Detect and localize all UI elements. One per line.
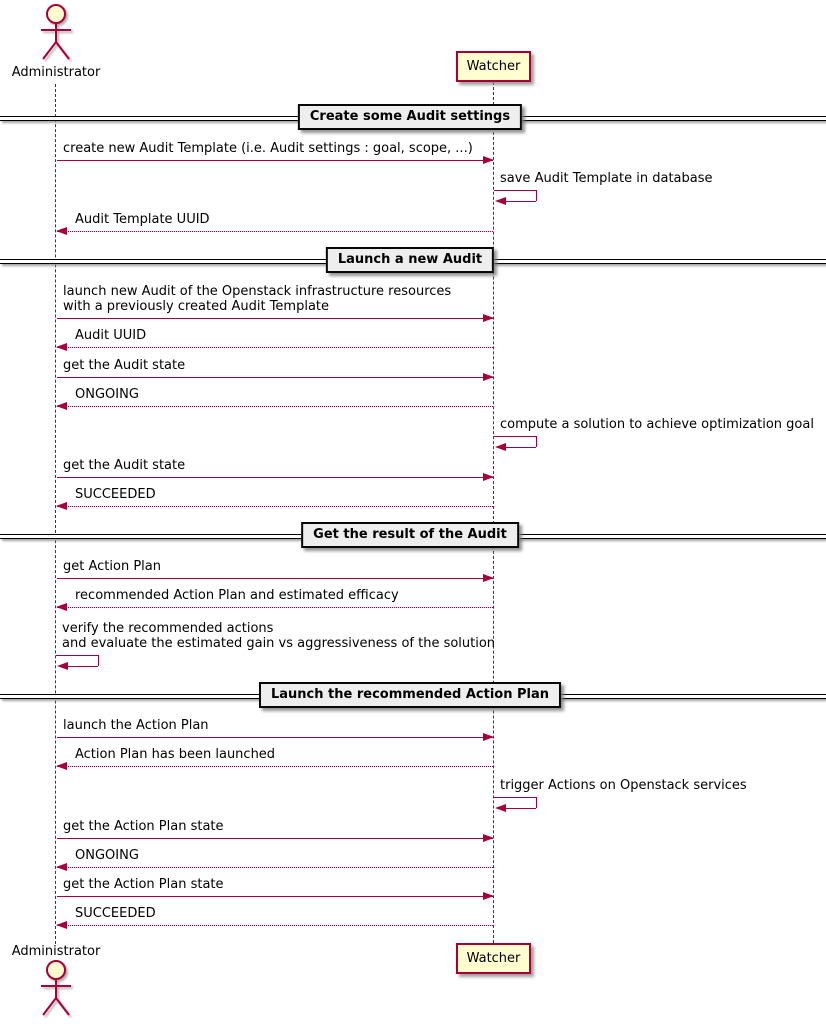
participant-watcher-bottom — [456, 943, 531, 974]
participant-watcher-label: Watcher — [466, 951, 521, 966]
actor-administrator-bottom — [1, 944, 111, 1021]
message-label: launch new Audit of the Openstack infrastructure resources with a previously created Audit Template — [63, 284, 452, 314]
message-label: trigger Actions on Openstack services — [500, 778, 747, 793]
message-line — [57, 506, 493, 507]
message-label: recommended Action Plan and estimated efficacy — [75, 588, 399, 603]
actor-icon — [33, 959, 79, 1021]
message-label: ONGOING — [75, 387, 139, 402]
arrowhead-left-icon — [56, 921, 67, 929]
lifeline-administrator — [55, 84, 56, 944]
self-message-bottom-line — [505, 808, 536, 809]
message-label: get Action Plan — [63, 559, 161, 574]
message-label: get the Audit state — [63, 358, 186, 373]
message-label: get the Audit state — [63, 458, 186, 473]
message-line — [57, 838, 493, 839]
message-label: ONGOING — [75, 848, 139, 863]
message-label: compute a solution to achieve optimization goal — [500, 417, 814, 432]
arrowhead-right-icon — [483, 373, 494, 381]
message-line — [57, 377, 493, 378]
self-message-bottom-line — [505, 447, 536, 448]
message-label: verify the recommended actions and evaluate the estimated gain vs aggressiveness of the solution — [62, 621, 496, 651]
arrowhead-left-icon — [56, 863, 67, 871]
message-line — [57, 318, 493, 319]
message-line — [57, 477, 493, 478]
self-message-bottom-line — [67, 666, 98, 667]
arrowhead-left-icon — [56, 502, 67, 510]
arrowhead-right-icon — [483, 733, 494, 741]
self-message-top-line — [56, 655, 98, 656]
arrowhead-right-icon — [483, 834, 494, 842]
arrowhead-left-icon — [495, 197, 506, 205]
arrowhead-left-icon — [495, 804, 506, 812]
message-line — [57, 406, 493, 407]
participant-watcher-top — [456, 51, 531, 82]
message-label: SUCCEEDED — [75, 487, 156, 502]
message-line — [57, 347, 493, 348]
actor-administrator-label: Administrator — [11, 65, 101, 80]
arrowhead-left-icon — [495, 443, 506, 451]
divider-label: Launch the recommended Action Plan — [259, 682, 561, 708]
self-message-top-line — [494, 190, 536, 191]
actor-administrator-top — [1, 3, 111, 80]
arrowhead-left-icon — [56, 227, 67, 235]
message-label: launch the Action Plan — [63, 718, 209, 733]
arrowhead-right-icon — [483, 473, 494, 481]
self-message-side-line — [98, 655, 99, 666]
self-message-side-line — [536, 797, 537, 808]
message-label: Audit Template UUID — [75, 212, 210, 227]
message-line — [57, 896, 493, 897]
message-label: Action Plan has been launched — [75, 747, 276, 762]
participant-watcher-label: Watcher — [466, 59, 521, 74]
message-label: create new Audit Template (i.e. Audit settings : goal, scope, ...) — [63, 141, 473, 156]
arrowhead-right-icon — [483, 314, 494, 322]
self-message-side-line — [536, 436, 537, 447]
arrowhead-left-icon — [56, 762, 67, 770]
divider-label: Create some Audit settings — [298, 104, 522, 130]
self-message-side-line — [536, 190, 537, 201]
divider-label: Launch a new Audit — [326, 247, 494, 273]
message-line — [57, 925, 493, 926]
self-message-bottom-line — [505, 201, 536, 202]
message-line — [57, 766, 493, 767]
arrowhead-right-icon — [483, 892, 494, 900]
actor-icon — [33, 3, 79, 65]
lifeline-watcher — [493, 82, 494, 943]
arrowhead-left-icon — [56, 603, 67, 611]
arrowhead-right-icon — [483, 574, 494, 582]
actor-administrator-label: Administrator — [11, 944, 101, 959]
message-label: save Audit Template in database — [500, 171, 713, 186]
message-line — [57, 867, 493, 868]
message-line — [57, 160, 493, 161]
message-label: Audit UUID — [75, 328, 147, 343]
message-line — [57, 578, 493, 579]
arrowhead-left-icon — [56, 402, 67, 410]
arrowhead-left-icon — [57, 662, 68, 670]
message-label: SUCCEEDED — [75, 906, 156, 921]
message-label: get the Action Plan state — [63, 877, 224, 892]
arrowhead-right-icon — [483, 156, 494, 164]
self-message-top-line — [494, 436, 536, 437]
message-label: get the Action Plan state — [63, 819, 224, 834]
message-line — [57, 607, 493, 608]
arrowhead-left-icon — [56, 343, 67, 351]
message-line — [57, 737, 493, 738]
self-message-top-line — [494, 797, 536, 798]
divider-label: Get the result of the Audit — [301, 522, 519, 548]
message-line — [57, 231, 493, 232]
